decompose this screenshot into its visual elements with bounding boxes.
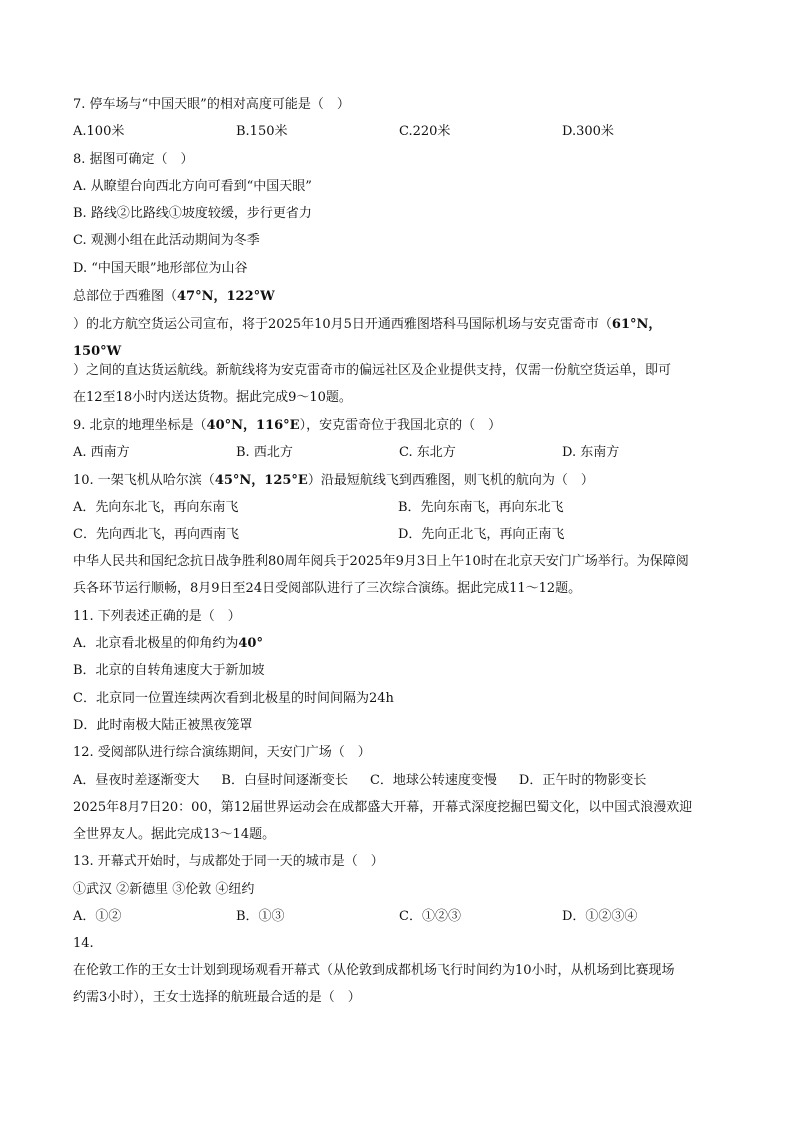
q11-option-a [73,635,724,653]
q13-option-c: C．①②③ [399,909,461,924]
q7-option-a: A.100米 [73,124,125,139]
harbin-coordinates: 45°N，125°E [214,473,308,488]
q12-options [73,772,724,790]
q12-option-c: C．地球公转速度变慢 [369,773,497,788]
q12-option-b: B．白昼时间逐渐变长 [221,773,348,788]
passage1-line2 [73,316,724,334]
q9-options [73,444,733,462]
q10-options-row1 [73,499,733,517]
q9-option-c: C. 东北方 [399,445,456,460]
beijing-coordinates: 40°N，116°E [206,418,300,433]
q9-stem [73,417,724,435]
elevation-angle-value: 40° [238,636,263,651]
q8-option-a: A. 从瞭望台向西北方向可看到“中国天眼” [73,179,312,194]
q12-stem: 12. 受阅部队进行综合演练期间，天安门广场（ ） [73,745,371,760]
q7-stem: 7. 停车场与“中国天眼”的相对高度可能是（ ） [73,97,350,112]
q9-stem-text: 9. 北京的地理坐标是（ [73,418,207,433]
passage1-line4: ）之间的直达货运航线。新航线将为安克雷奇市的偏远社区及企业提供支持，仅需一份航空货运单，即可 [73,363,672,378]
passage1-line5: 在12至18小时内送达货物。据此完成9～10题。 [73,390,352,405]
q11-stem: 11. 下列表述正确的是（ ） [73,609,241,624]
passage2-line1: 中华人民共和国纪念抗日战争胜利80周年阅兵于2025年9月3日上午10时在北京天安门广场举行。为保障阅 [73,554,689,569]
q11-option-a-text: A．北京看北极星的仰角约为 [73,636,239,651]
q8-option-b: B. 路线②比路线①坡度较缓，步行更省力 [73,206,312,221]
q13-option-b: B．①③ [236,909,285,924]
q12-option-d: D．正午时的物影变长 [518,773,647,788]
q8-option-d: D. “中国天眼”地形部位为山谷 [73,261,248,276]
q11-option-b: B．北京的自转角速度大于新加坡 [73,663,265,678]
anchorage-coordinates-lat: 61°N， [611,317,662,332]
q7-option-d: D.300米 [562,124,614,139]
q10-option-b: B．先向东南飞，再向东北飞 [398,500,564,515]
q10-options-row2 [73,526,733,544]
q12-option-a: A．昼夜时差逐渐变大 [73,773,200,788]
q10-option-a: A．先向东北飞，再向东南飞 [73,500,239,515]
q13-option-d: D．①②③④ [562,909,638,924]
q10-stem-text: ）沿最短航线飞到西雅图，则飞机的航向为（ ） [307,473,594,488]
q9-option-d: D. 东南方 [562,445,620,460]
q10-stem-text: 10. 一架飞机从哈尔滨（ [73,473,215,488]
seattle-coordinates: 47°N，122°W [177,289,275,304]
passage3-line1: 2025年8月7日20：00，第12届世界运动会在成都盛大开幕，开幕式深度挖掘巴蜀文化，以中国式浪漫欢迎 [73,800,693,815]
q10-option-d: D．先向正北飞，再向正南飞 [398,527,565,542]
passage1-text: ）的北方航空货运公司宣布，将于2025年10月5日开通西雅图塔科马国际机场与安克雷奇市（ [73,317,612,332]
q9-option-a: A. 西南方 [73,445,130,460]
q7-options [73,123,733,141]
q9-option-b: B. 西北方 [236,445,293,460]
q7-option-c: C.220米 [399,124,451,139]
q9-stem-text: ），安克雷奇位于我国北京的（ ） [299,418,502,433]
q11-option-d: D．此时南极大陆正被黑夜笼罩 [73,718,253,733]
q13-options [73,908,733,926]
q8-stem: 8. 据图可确定（ ） [73,152,194,167]
passage1-line1 [73,288,724,306]
q14-line2: 约需3小时），王女士选择的航班最合适的是（ ） [73,990,361,1005]
q10-option-c: C．先向西北飞，再向西南飞 [73,527,239,542]
q13-stem: 13. 开幕式开始时，与成都处于同一天的城市是（ ） [73,854,384,869]
passage1-text: 总部位于西雅图（ [73,289,178,304]
q13-items: ①武汉 ②新德里 ③伦敦 ④纽约 [73,882,255,897]
q7-option-b: B.150米 [236,124,288,139]
anchorage-coordinates-lon: 150°W [73,344,122,359]
q13-option-a: A．①② [73,909,122,924]
passage3-line2: 全世界友人。据此完成13～14题。 [73,827,276,842]
q11-option-c: C．北京同一位置连续两次看到北极星的时间间隔为24h [73,691,394,706]
q8-option-c: C. 观测小组在此活动期间为冬季 [73,233,260,248]
q14-line1: 在伦敦工作的王女士计划到现场观看开幕式（从伦敦到成都机场飞行时间约为10小时，从机场到比赛现场 [73,963,675,978]
q10-stem [73,472,724,490]
passage2-line2: 兵各环节运行顺畅，8月9日至24日受阅部队进行了三次综合演练。据此完成11～12题。 [73,581,582,596]
q14-number: 14. [73,936,94,951]
